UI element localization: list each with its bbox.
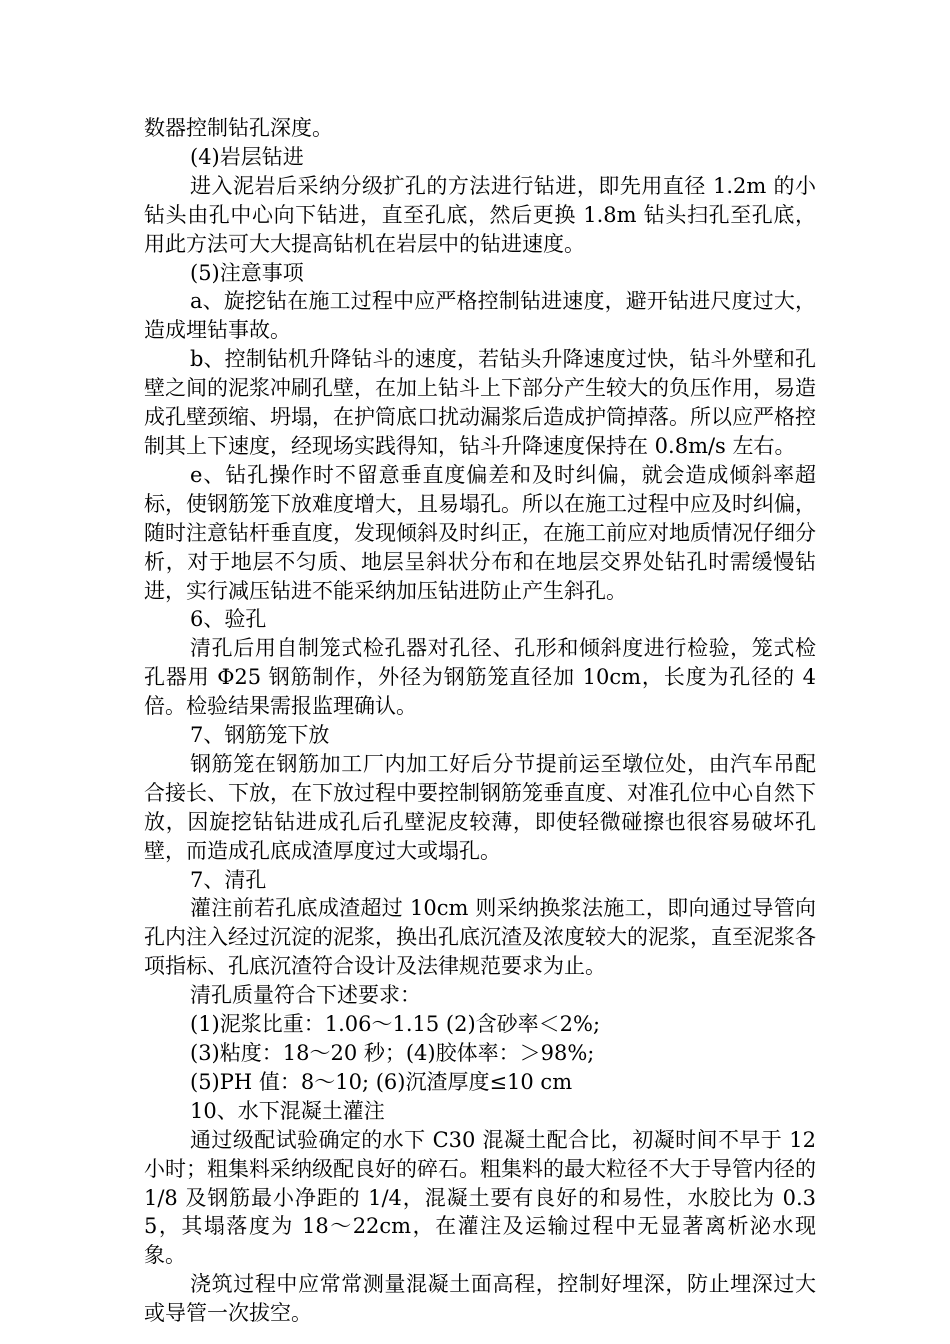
requirement-line: (5)PH 值：8～10; (6)沉渣厚度≤10 cm <box>190 1069 573 1094</box>
section-heading: (5)注意事项 <box>190 260 304 285</box>
requirement-line: (1)泥浆比重：1.06～1.15 (2)含砂率＜2%; <box>190 1012 601 1037</box>
paragraph: e、钻孔操作时不留意垂直度偏差和及时纠偏，就会造成倾斜率超标，使钢筋笼下放难度增大，且易塌孔。所以在施工过程中应及时纠偏，随时注意钻杆垂直度，发现倾斜及时纠正，在施工前应对地质情况仔细分析，对于地层不匀质、地层呈斜状分布和在地层交界处钻孔时需缓慢钻进，实行减压钻进不能采纳加压钻进防止产生斜孔。 <box>144 462 816 603</box>
paragraph: b、控制钻机升降钻斗的速度，若钻头升降速度过快，钻斗外壁和孔壁之间的泥浆冲刷孔壁，在加上钻斗上下部分产生较大的负压作用，易造成孔壁颈缩、坍塌，在护筒底口扰动漏浆后造成护筒掉落。所以应严格控制其上下速度，经现场实践得知，钻斗升降速度保持在 0.8m/s 左右。 <box>144 347 816 458</box>
paragraph: 通过级配试验确定的水下 C30 混凝土配合比，初凝时间不早于 12 小时；粗集料采纳级配良好的碎石。粗集料的最大粒径不大于导管内径的 1/8 及钢筋最小净距的 1/4，混凝土要有良好的和易性，水胶比为 0.35，其塌落度为 18～22cm，在灌注及运输过程中无显著离析泌水现象。 <box>144 1127 816 1268</box>
requirement-line: (3)粘度：18～20 秒；(4)胶体率：＞98%; <box>190 1041 595 1065</box>
paragraph: 清孔后用自制笼式检孔器对孔径、孔形和倾斜度进行检验，笼式检孔器用 Φ25 钢筋制作，外径为钢筋笼直径加 10cm，长度为孔径的 4 倍。检验结果需报监理确认。 <box>144 636 816 719</box>
section-heading: 6、验孔 <box>190 607 267 632</box>
paragraph: 进入泥岩后采纳分级扩孔的方法进行钻进，即先用直径 1.2m 的小钻头由孔中心向下钻进，直至孔底，然后更换 1.8m 钻头扫孔至孔底，用此方法可大大提高钻机在岩层中的钻进速度。 <box>144 173 816 256</box>
section-heading: (4)岩层钻进 <box>190 144 304 169</box>
document-body <box>144 114 816 1328</box>
paragraph: 灌注前若孔底成渣超过 10cm 则采纳换浆法施工，即向通过导管向孔内注入经过沉淀的泥浆，换出孔底沉渣及浓度较大的泥浆，直至泥浆各项指标、孔底沉渣符合设计及法律规范要求为止。 <box>144 896 816 979</box>
section-heading: 7、清孔 <box>190 867 267 892</box>
section-heading: 7、钢筋笼下放 <box>190 723 330 748</box>
paragraph: 数器控制钻孔深度。 <box>144 116 333 140</box>
paragraph: 钢筋笼在钢筋加工厂内加工好后分节提前运至墩位处，由汽车吊配合接长、下放，在下放过程中要控制钢筋笼垂直度、对准孔位中心自然下放，因旋挖钻钻进成孔后孔壁泥皮较薄，即使轻微碰擦也很容易破坏孔壁，而造成孔底成渣厚度过大或塌孔。 <box>144 751 816 863</box>
paragraph: a、旋挖钻在施工过程中应严格控制钻进速度，避开钻进尺度过大，造成埋钻事故。 <box>144 289 816 343</box>
section-heading: 10、水下混凝土灌注 <box>190 1098 385 1123</box>
paragraph: 浇筑过程中应常常测量混凝土面高程，控制好埋深，防止埋深过大或导管一次拔空。 <box>144 1272 816 1326</box>
paragraph: 清孔质量符合下述要求： <box>190 983 421 1008</box>
